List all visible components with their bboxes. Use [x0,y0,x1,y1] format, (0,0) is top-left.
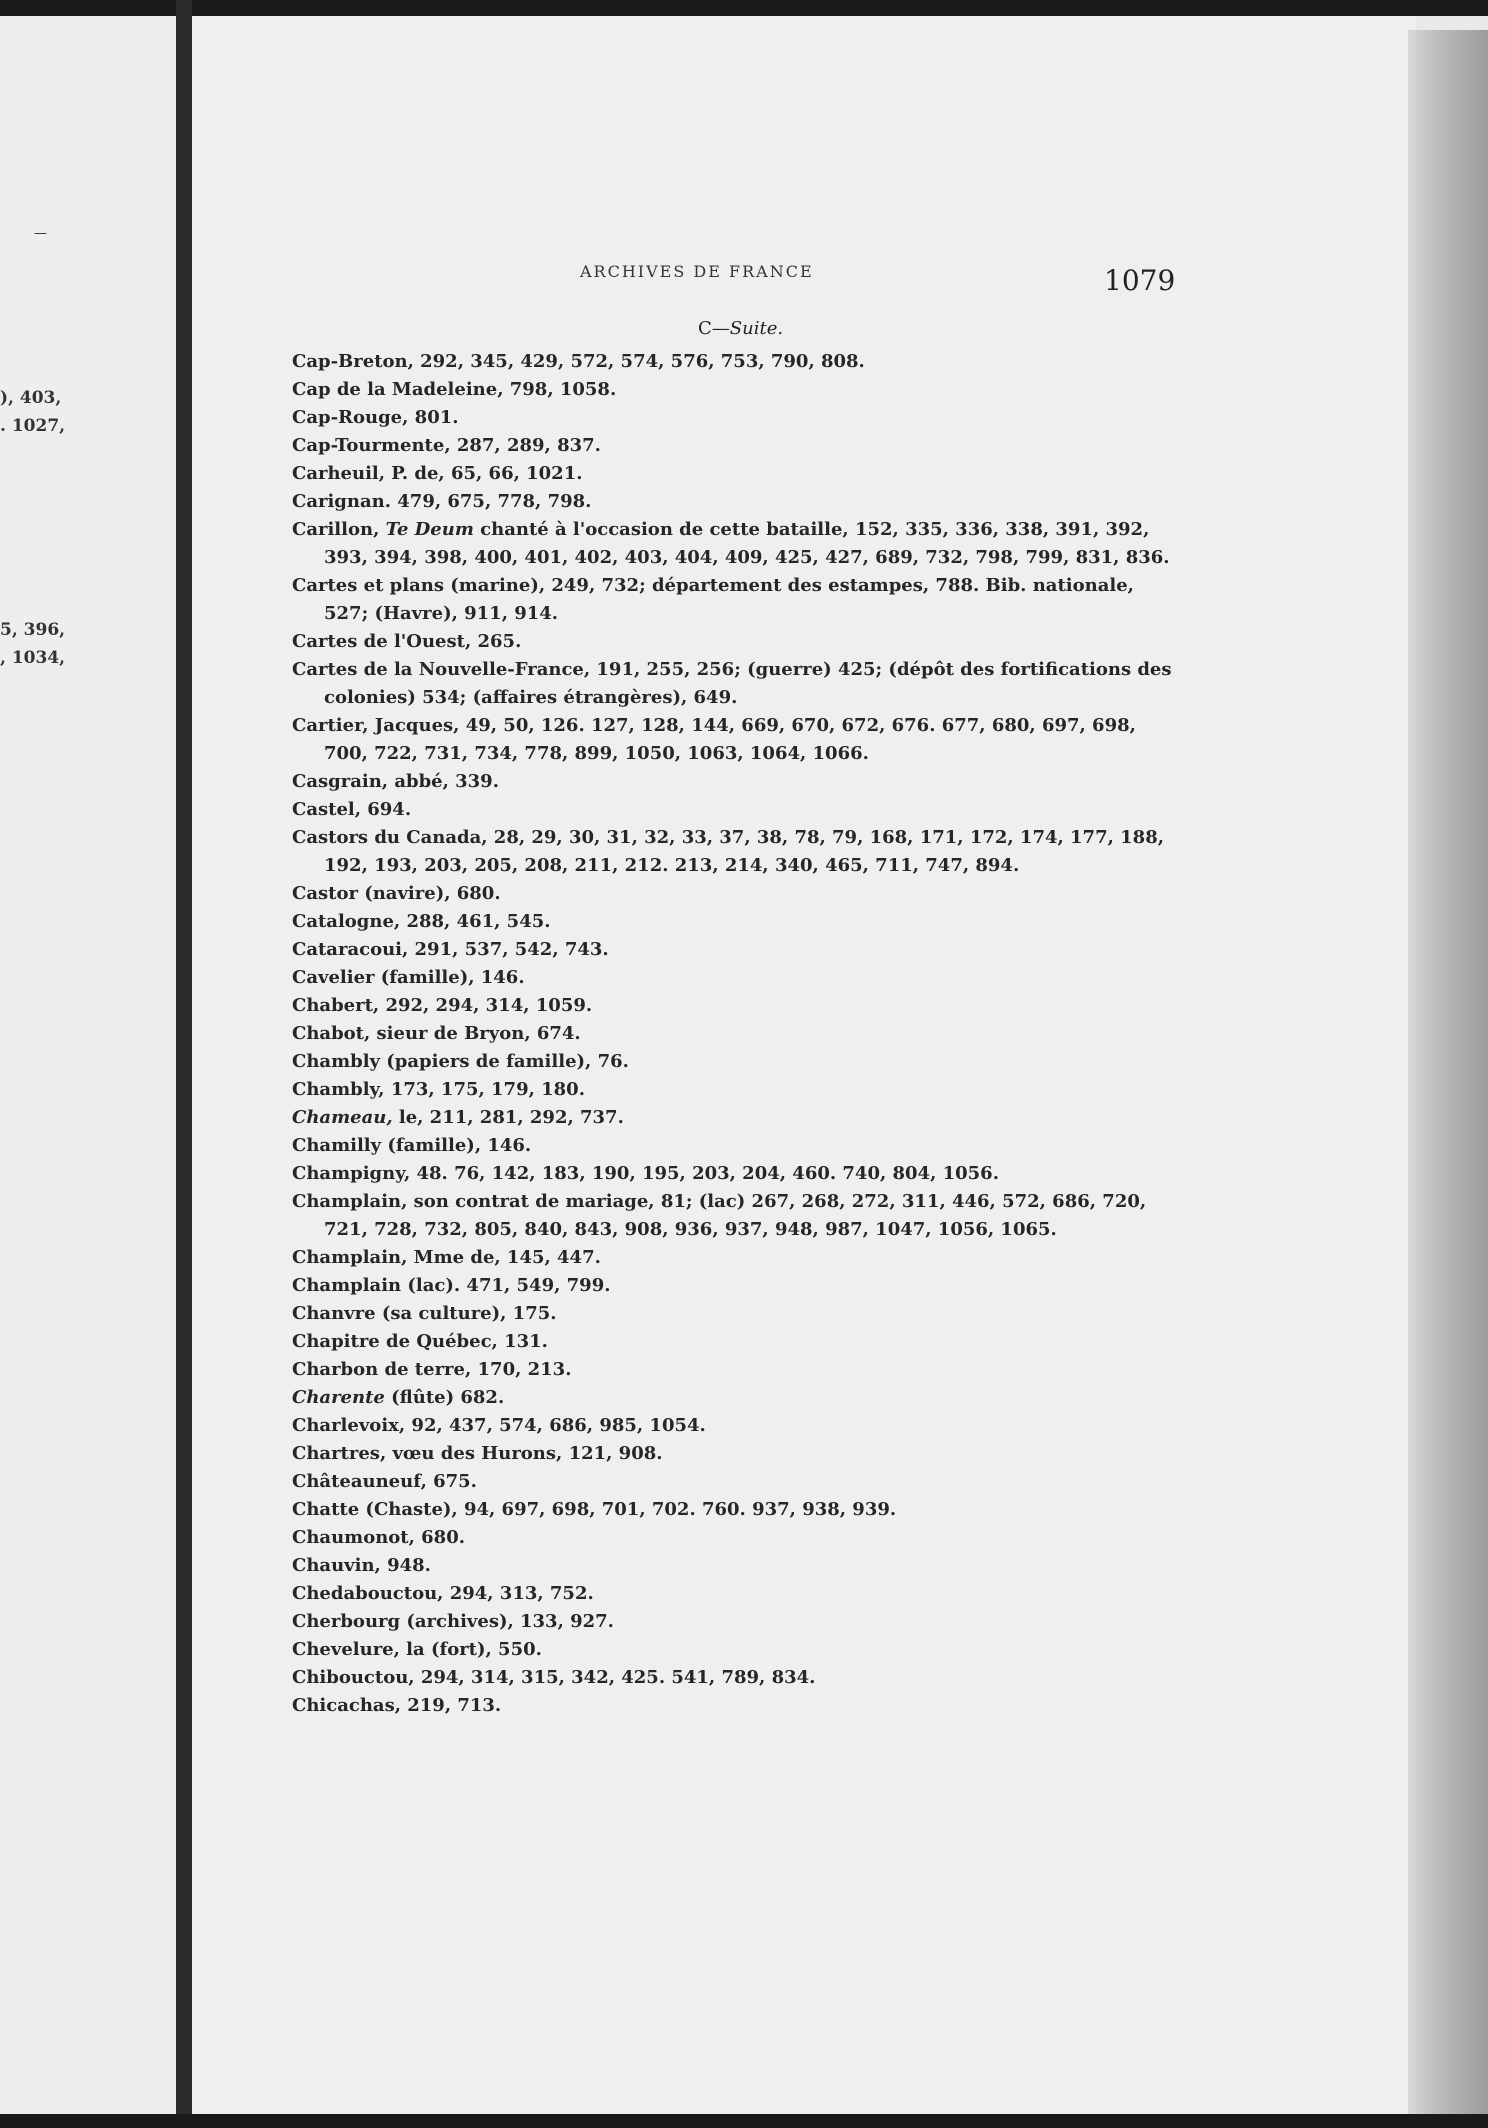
index-entry: Cap-Breton, 292, 345, 429, 572, 574, 576, 753, 790, 808. [292,351,865,372]
facing-page-edge [0,16,176,2114]
index-entry: Chabot, sieur de Bryon, 674. [292,1023,581,1044]
index-entry: Châteauneuf, 675. [292,1471,477,1492]
index-entry: Chambly, 173, 175, 179, 180. [292,1079,585,1100]
section-letter: C— [698,318,730,339]
index-entry: Castor (navire), 680. [292,883,501,904]
index-entry: Cataracoui, 291, 537, 542, 743. [292,939,609,960]
index-entry [292,1384,1172,1412]
scan-top-border [0,0,1488,16]
fragment-line: , 1034, [0,648,66,668]
entry-text: Carillon, [292,519,386,540]
index-entry: Cap-Tourmente, 287, 289, 837. [292,435,601,456]
index-entry: Champlain (lac). 471, 549, 799. [292,1275,611,1296]
index-entry: Catalogne, 288, 461, 545. [292,911,551,932]
page-number: 1079 [1104,264,1176,297]
index-entry: Chabert, 292, 294, 314, 1059. [292,995,593,1016]
index-entry: Champlain, Mme de, 145, 447. [292,1247,601,1268]
entry-text: le, 211, 281, 292, 737. [392,1107,624,1128]
index-entry: Castel, 694. [292,799,412,820]
page-edge-shadow [1408,30,1488,2114]
index-entry: Cherbourg (archives), 133, 927. [292,1611,614,1632]
index-entry: Chauvin, 948. [292,1555,431,1576]
index-entry: Chapitre de Québec, 131. [292,1331,548,1352]
index-entry: Chibouctou, 294, 314, 315, 342, 425. 541, 789, 834. [292,1667,816,1688]
index-entry: Cartes de l'Ouest, 265. [292,631,522,652]
index-entry: Cartes et plans (marine), 249, 732; département des estampes, 788. Bib. nationale, 527; (Havre), 911, 914. [292,575,1134,624]
index-entry: Chartres, vœu des Hurons, 121, 908. [292,1443,663,1464]
index-entry: Cavelier (famille), 146. [292,967,525,988]
fragment-line: 5, 396, [0,620,66,640]
book-gutter [176,0,192,2128]
index-entry: Castors du Canada, 28, 29, 30, 31, 32, 33, 37, 38, 78, 79, 168, 171, 172, 174, 177, 188, 192, 193, 203, 205, 208, 211, 212. 213, 214, 340, 465, 711, 747, 894. [292,827,1164,876]
entry-italic: Charente [292,1387,385,1408]
scan-bottom-border [0,2114,1488,2128]
index-entry: Cartier, Jacques, 49, 50, 126. 127, 128, 144, 669, 670, 672, 676. 677, 680, 697, 698, 700, 722, 731, 734, 778, 899, 1050, 1063, 1064, 1066. [292,715,1136,764]
index-entry: Chicachas, 219, 713. [292,1695,502,1716]
index-entry: Charlevoix, 92, 437, 574, 686, 985, 1054. [292,1415,706,1436]
index-entry: Chambly (papiers de famille), 76. [292,1051,629,1072]
index-entry: Charbon de terre, 170, 213. [292,1359,572,1380]
fragment-line: . 1027, [0,416,66,436]
index-entries [292,348,1172,1720]
index-entry: Champigny, 48. 76, 142, 183, 190, 195, 203, 204, 460. 740, 804, 1056. [292,1163,999,1184]
section-suffix: Suite. [729,318,784,339]
running-title: ARCHIVES DE FRANCE [580,262,814,281]
entry-text: (flûte) 682. [384,1387,505,1408]
index-entry [292,516,1172,572]
fragment-mark: — [34,226,47,241]
index-entry: Chamilly (famille), 146. [292,1135,532,1156]
index-entry: Cap-Rouge, 801. [292,407,459,428]
index-entry: Chatte (Chaste), 94, 697, 698, 701, 702. 760. 937, 938, 939. [292,1499,897,1520]
index-entry: Chedabouctou, 294, 313, 752. [292,1583,594,1604]
index-entry [292,1104,1172,1132]
section-heading [698,318,783,339]
index-entry: Cartes de la Nouvelle-France, 191, 255, 256; (guerre) 425; (dépôt des fortifications des colonies) 534; (affaires étrangères), 649. [292,659,1172,708]
fragment-line: ), 403, [0,388,62,408]
index-entry: Casgrain, abbé, 339. [292,771,499,792]
entry-italic: Te Deum [385,519,474,540]
index-entry: Cap de la Madeleine, 798, 1058. [292,379,617,400]
index-entry: Chevelure, la (fort), 550. [292,1639,542,1660]
index-entry: Champlain, son contrat de mariage, 81; (lac) 267, 268, 272, 311, 446, 572, 686, 720, 721, 728, 732, 805, 840, 843, 908, 936, 937, 948, 987, 1047, 1056, 1065. [292,1191,1147,1240]
index-entry: Carignan. 479, 675, 778, 798. [292,491,592,512]
index-entry: Chanvre (sa culture), 175. [292,1303,557,1324]
index-entry: Chaumonot, 680. [292,1527,465,1548]
entry-italic: Chameau, [292,1107,393,1128]
entry-text: chanté à l'occasion de cette bataille, 152, 335, 336, 338, 391, 392, 393, 394, 398, 400, 401, 402, 403, 404, 409, 425, 427, 689, 732, 798, 799, 831, 836. [324,519,1170,568]
index-entry: Carheuil, P. de, 65, 66, 1021. [292,463,583,484]
